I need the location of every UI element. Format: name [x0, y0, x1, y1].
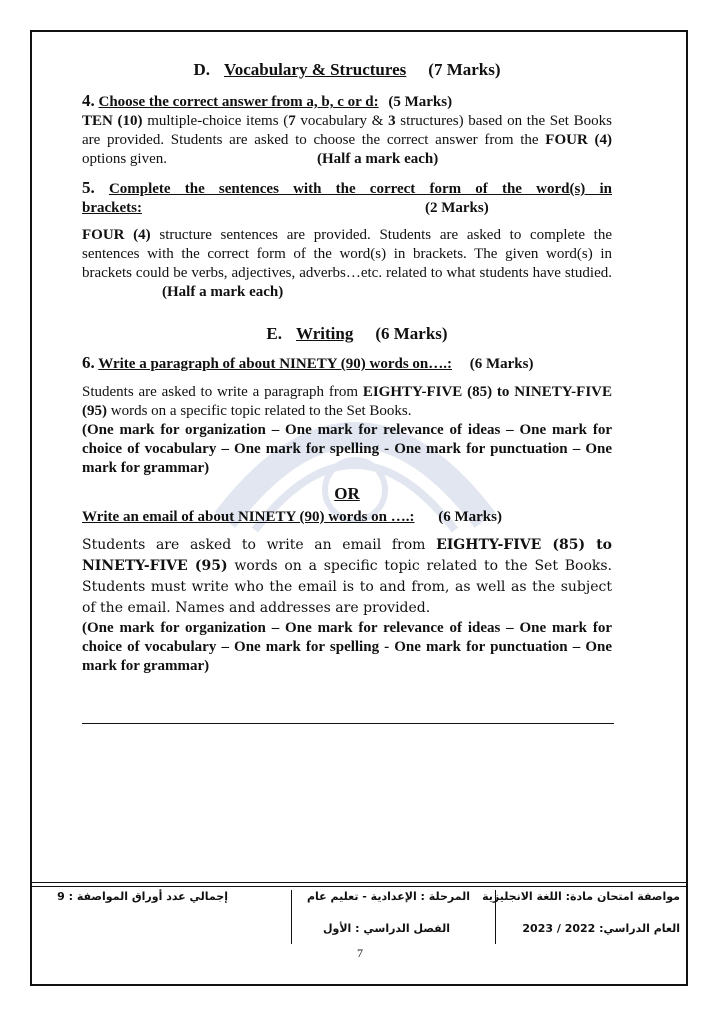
footer-divider — [291, 890, 292, 944]
section-e-heading: E. Writing (6 Marks) — [266, 324, 448, 343]
footer-total-cell: إجمالي عدد أوراق المواصفة : 9 — [57, 890, 228, 903]
email-description: Students are asked to write an email from EIGHTY-FIVE (85) to NINETY-FIVE (95) words on a specific topic related to the Set Books. Students must write who the email is to and from, as well as the subject of the email. Names and addresses are provided. — [82, 537, 612, 616]
footer-stage-cell: المرحلة : الإعدادية - تعليم عام الفصل الدراسي : الأول — [306, 890, 470, 935]
question-6-heading: 6. Write a paragraph of about NINETY (90) words on….: (6 Marks) — [82, 353, 534, 372]
question-4-heading: 4. Choose the correct answer from a, b, c or d: (5 Marks) — [82, 91, 453, 110]
email-criteria: (One mark for organization – One mark for relevance of ideas – One mark for choice of vocabulary – One mark for spelling - One mark for punctuation – One mark for grammar) — [82, 620, 612, 674]
footer-top-rule — [32, 882, 686, 883]
footer-spec-cell: مواصفة امتحان مادة: اللغة الانجليزية العام الدراسي: 2022 / 2023 — [482, 890, 680, 935]
footer-info — [32, 884, 686, 946]
content-end-rule — [82, 723, 614, 724]
question-6-description: Students are asked to write a paragraph from EIGHTY-FIVE (85) to NINETY-FIVE (95) words on a specific topic related to the Set Books. — [82, 384, 612, 419]
question-5-description: FOUR (4) structure sentences are provided. Students are asked to complete the sentences with the correct form of the word(s) in brackets. The given word(s) in brackets could be verbs, adjectives, adverbs…etc. related to what students have studied.(Half a mark each) — [82, 227, 612, 300]
question-6-criteria: (One mark for organization – One mark for relevance of ideas – One mark for choice of vocabulary – One mark for spelling - One mark for punctuation – One mark for grammar) — [82, 422, 612, 476]
question-4-description: TEN (10) multiple-choice items (7 vocabulary & 3 structures) based on the Set Books are provided. Students are asked to choose the correct answer from the FOUR (4) options given. (Half a mark each) — [82, 113, 612, 167]
question-5-heading: 5. Complete the sentences with the correct form of the word(s) in brackets: (2 Marks) — [82, 178, 612, 216]
page-number: 7 — [357, 946, 363, 960]
email-heading: Write an email of about NINETY (90) words on ….: (6 Marks) — [82, 509, 502, 525]
footer-divider — [495, 890, 496, 944]
or-separator: OR — [334, 484, 360, 503]
section-d-heading: D. Vocabulary & Structures (7 Marks) — [193, 60, 501, 79]
exam-spec-content — [82, 58, 612, 676]
